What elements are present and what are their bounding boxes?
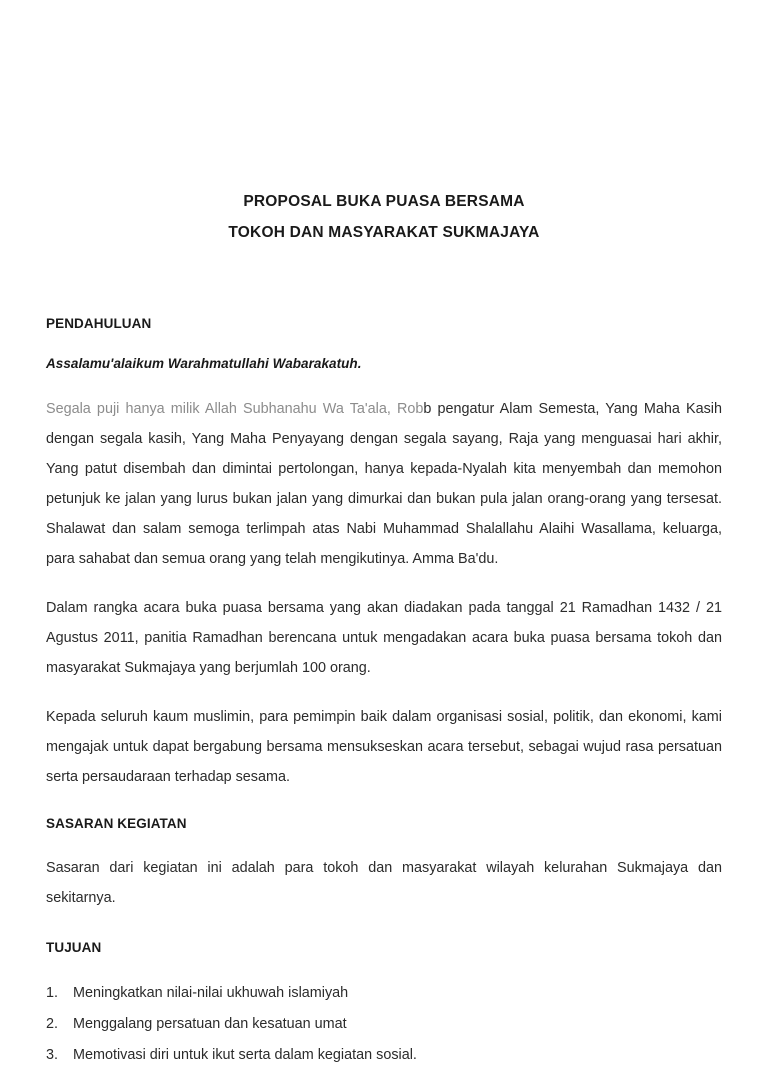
title-line-1: PROPOSAL BUKA PUASA BERSAMA (243, 193, 525, 210)
spacer (46, 831, 722, 853)
paragraph-pendahuluan-1-rest: b pengatur Alam Semesta, Yang Maha Kasih dengan segala kasih, Yang Maha Penyayang dengan segala sayang, Raja yang menguasai hari akhir, Yang patut disembah dan dimintai pertolongan, hanya kepada-Nyalah kita menyembah dan memohon petunjuk ke jalan yang lurus bukan jalan yang dimurkai dan bukan pula jalan orang-orang yang tersesat. Shalawat dan salam semoga terlimpah atas Nabi Muhammad Shalallahu Alaihi Wasallama, keluarga, para sahabat dan semua orang yang telah mengikutinya. Amma Ba'du. (46, 401, 722, 567)
greeting-salam: Assalamu'alaikum Warahmatullahi Wabarakatuh. (46, 356, 362, 371)
tujuan-list (46, 978, 722, 1071)
spacer (46, 955, 722, 978)
list-item-text: Meningkatkan nilai-nilai ukhuwah islamiyah (73, 985, 349, 1001)
list-item-marker: 3. (46, 1047, 59, 1063)
list-item-text: Memotivasi diri untuk ikut serta dalam kegiatan sosial. (73, 1047, 417, 1063)
spacer (46, 248, 722, 316)
paragraph-pendahuluan-1 (46, 394, 722, 574)
document-title (46, 0, 722, 248)
heading-pendahuluan: PENDAHULUAN (46, 316, 152, 331)
spacer (46, 371, 722, 394)
title-line-2: TOKOH DAN MASYARAKAT SUKMAJAYA (228, 224, 540, 241)
spacer (46, 574, 722, 593)
list-item (46, 1040, 722, 1071)
paragraph-pendahuluan-1-faded: Segala puji hanya milik Allah Subhanahu Wa Ta'ala, Rob (46, 401, 424, 417)
list-item (46, 978, 722, 1009)
paragraph-pendahuluan-2: Dalam rangka acara buka puasa bersama yang akan diadakan pada tanggal 21 Ramadhan 1432 / 21 Agustus 2011, panitia Ramadhan berencana untuk mengadakan acara buka puasa bersama tokoh dan masyarakat Sukmajaya yang berjumlah 100 orang. (46, 600, 722, 676)
list-item-text: Menggalang persatuan dan kesatuan umat (73, 1016, 347, 1032)
spacer (46, 683, 722, 702)
list-item-marker: 1. (46, 985, 59, 1001)
paragraph-sasaran-kegiatan: Sasaran dari kegiatan ini adalah para tokoh dan masyarakat wilayah kelurahan Sukmajaya dan sekitarnya. (46, 860, 722, 906)
heading-tujuan: TUJUAN (46, 940, 102, 955)
paragraph-pendahuluan-3: Kepada seluruh kaum muslimin, para pemimpin baik dalam organisasi sosial, politik, dan ekonomi, kami mengajak untuk dapat bergabung bersama mensukseskan acara tersebut, sebagai wujud rasa persatuan serta persaudaraan terhadap sesama. (46, 709, 722, 785)
spacer (46, 331, 722, 356)
heading-sasaran-kegiatan: SASARAN KEGIATAN (46, 816, 187, 831)
spacer (46, 913, 722, 940)
list-item-marker: 2. (46, 1016, 59, 1032)
list-item (46, 1009, 722, 1040)
spacer (46, 792, 722, 816)
